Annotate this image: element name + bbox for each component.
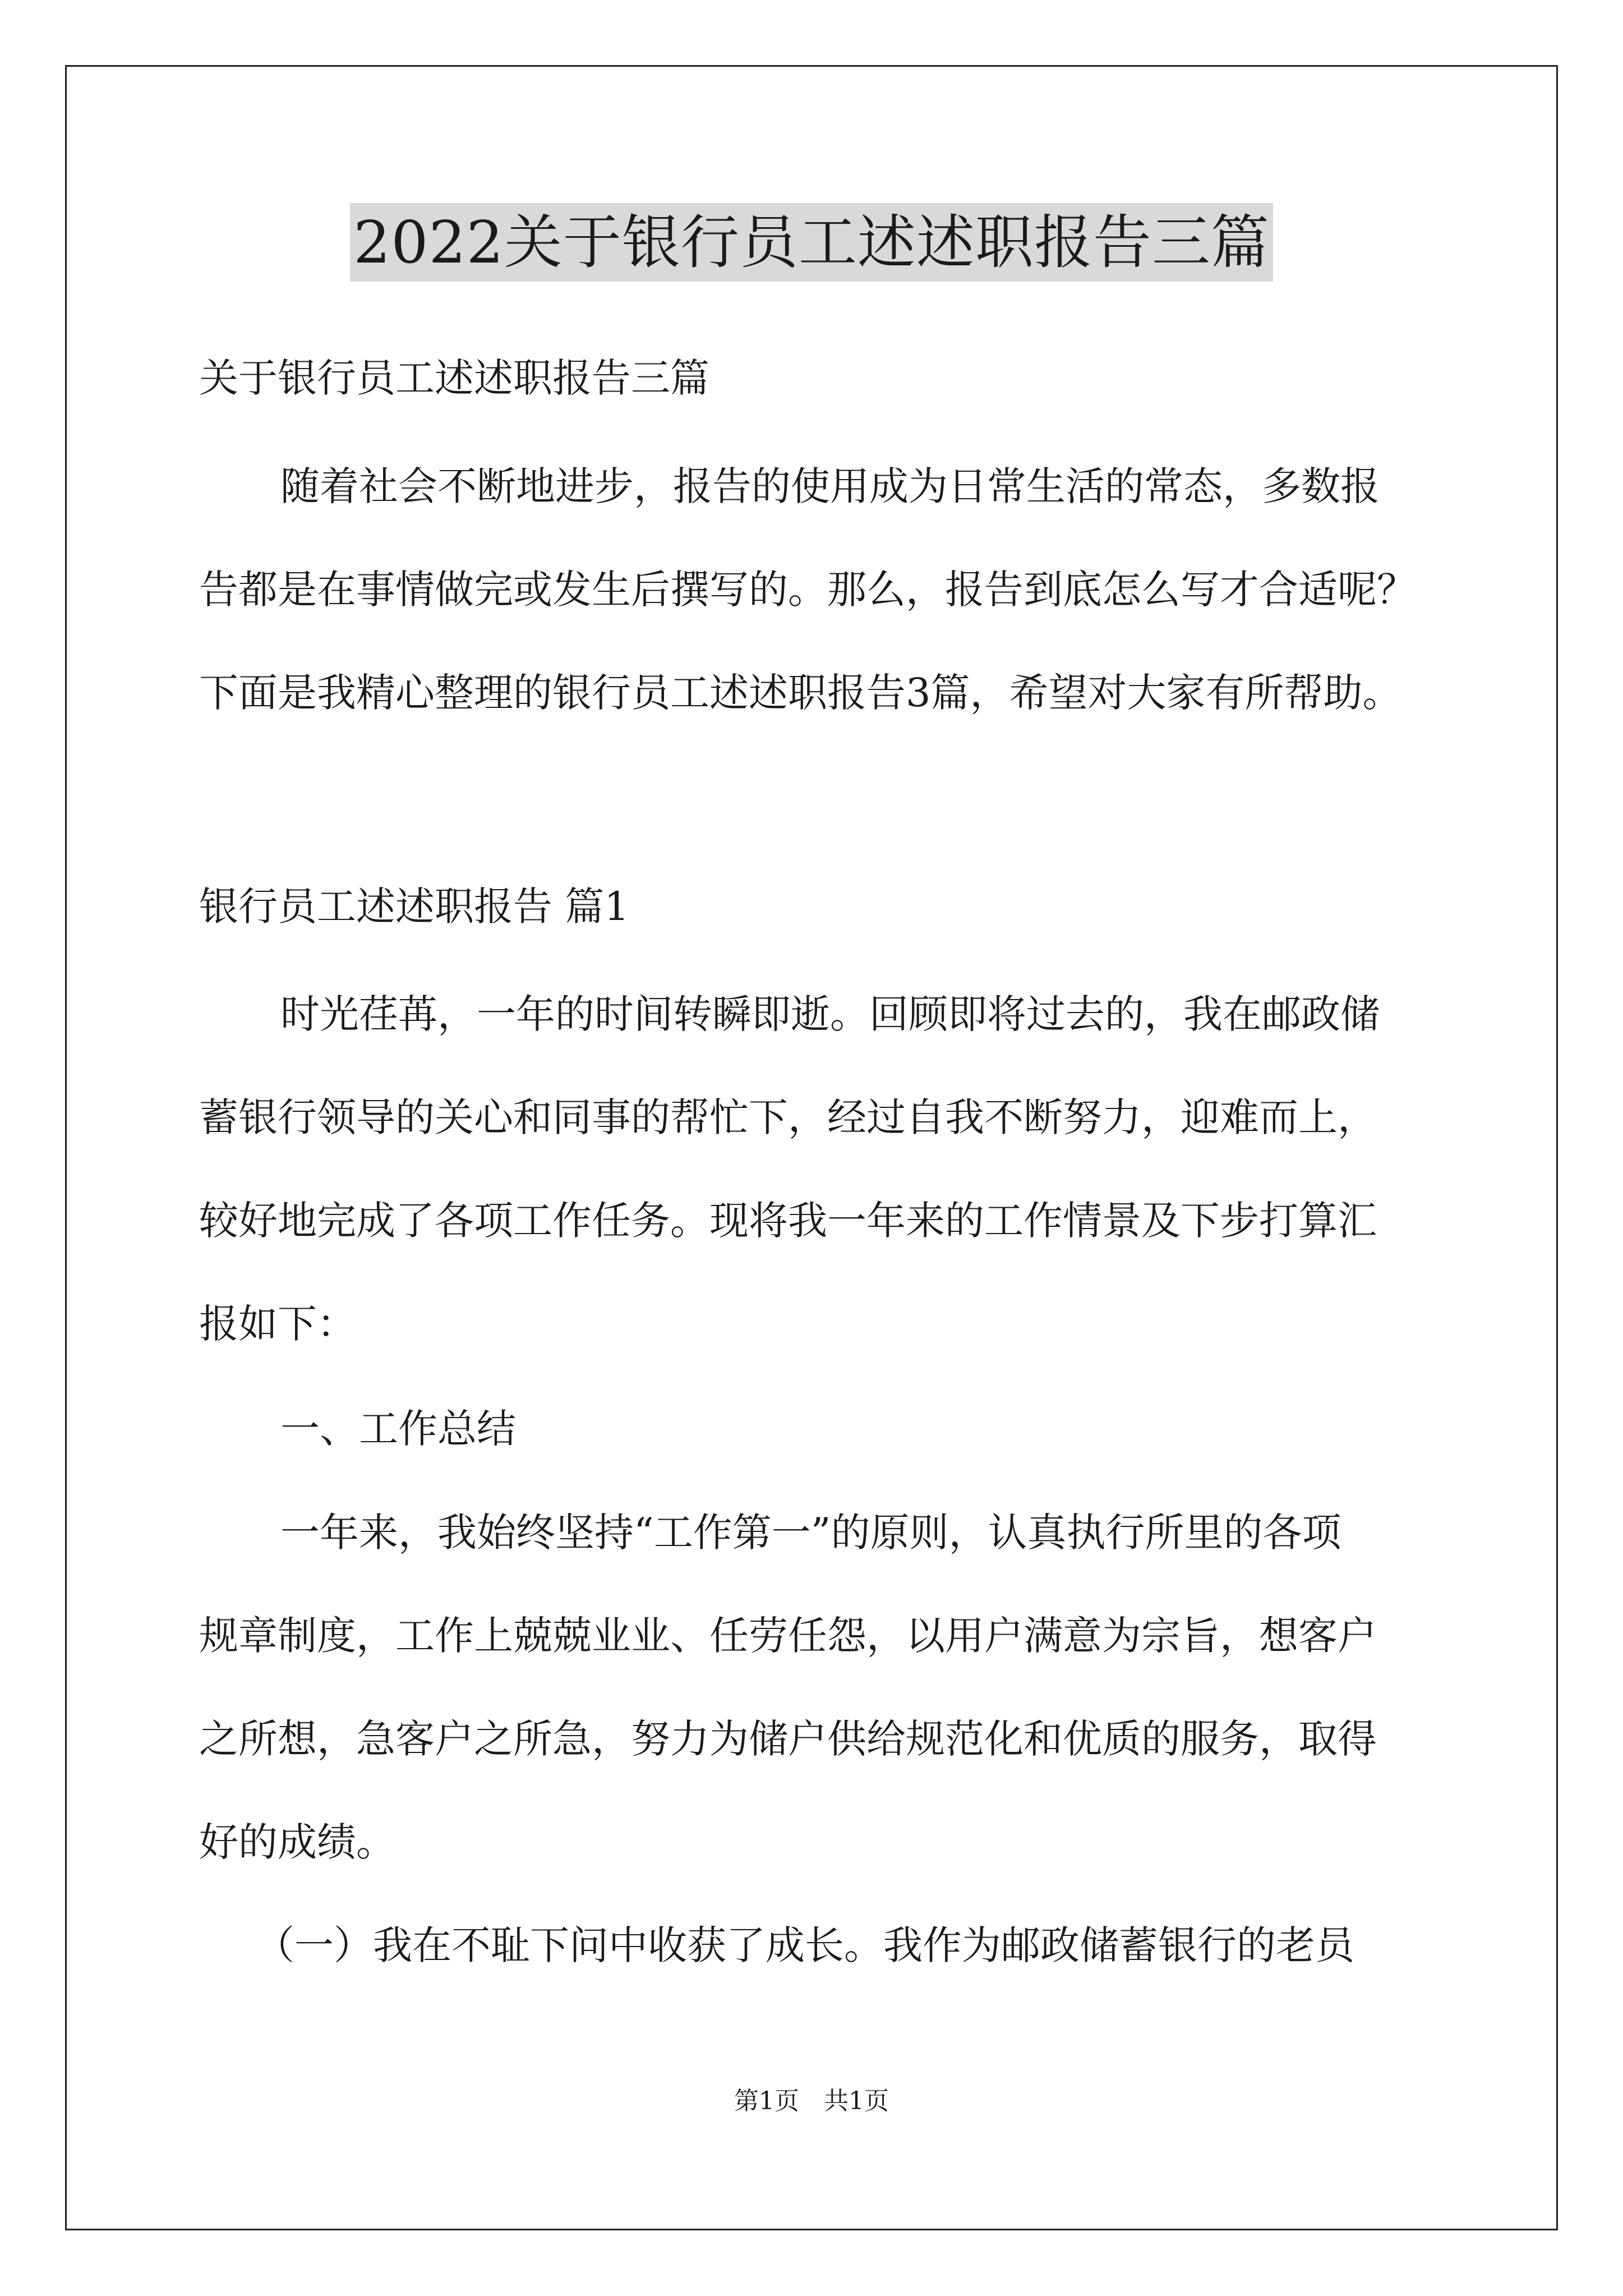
section-heading: 银行员工述述职报告 篇1	[199, 884, 629, 930]
document-title	[0, 203, 1623, 282]
paragraph-line: 之所想，急客户之所急，努力为储户供给规范化和优质的服务，取得	[199, 1716, 1377, 1762]
paragraph-line: 较好地完成了各项工作任务。现将我一年来的工作情景及下步打算汇	[199, 1198, 1377, 1244]
paragraph-line: 好的成绩。	[199, 1819, 395, 1865]
title-text: 2022关于银行员工述述职报告三篇	[350, 203, 1273, 282]
paragraph-line: 规章制度，工作上兢兢业业、任劳任怨，以用户满意为宗旨，想客户	[199, 1613, 1377, 1659]
paragraph-line: （一）我在不耻下问中收获了成长。我作为邮政储蓄银行的老员	[255, 1922, 1354, 1968]
paragraph-line: 时光荏苒，一年的时间转瞬即逝。回顾即将过去的，我在邮政储	[280, 991, 1380, 1037]
intro-line: 下面是我精心整理的银行员工述述职报告3篇，希望对大家有所帮助。	[199, 670, 1402, 716]
sub-heading: 一、工作总结	[280, 1406, 516, 1452]
subtitle: 关于银行员工述述职报告三篇	[199, 355, 709, 401]
paragraph-line: 蓄银行领导的关心和同事的帮忙下，经过自我不断努力，迎难而上，	[199, 1094, 1377, 1140]
intro-line: 告都是在事情做完或发生后撰写的。那么，报告到底怎么写才合适呢？	[199, 567, 1416, 613]
paragraph-line: 一年来，我始终坚持“工作第一”的原则，认真执行所里的各项	[280, 1510, 1341, 1556]
paragraph-line: 报如下：	[199, 1301, 356, 1347]
page-footer: 第1页 共1页	[734, 2087, 889, 2115]
intro-line: 随着社会不断地进步，报告的使用成为日常生活的常态，多数报	[280, 463, 1380, 509]
